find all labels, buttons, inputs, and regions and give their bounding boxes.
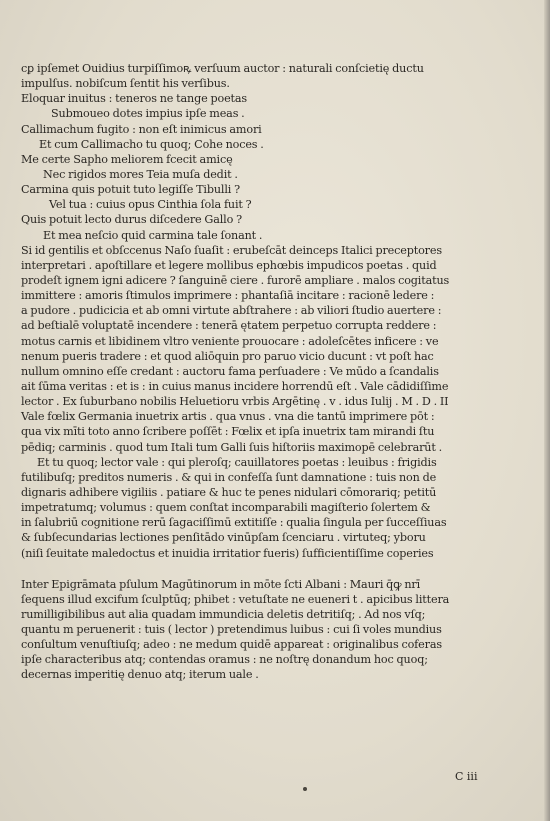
page-edge-shadow bbox=[544, 0, 550, 821]
text-line: ad beſtialē voluptatē incendere : tenerā ętatem perpetuo corrupta reddere : bbox=[21, 319, 437, 333]
text-line: nullum omnino eſſe credant : auctoru fama perſuadere : Ve mūdo a ſcandalis bbox=[21, 364, 439, 378]
verse-line: Quis potuit lecto durus diſcedere Gallo ? bbox=[21, 213, 242, 227]
ink-dot bbox=[303, 787, 307, 791]
text-line: rumilligibilibus aut alia quadam immundicia deletis detritiſq; . Ad nos vſq; bbox=[21, 607, 426, 621]
text-line: motus carnis et libidinem vltro veniente prouocare : adoleſcētes inficere : ve bbox=[21, 334, 439, 348]
verse-line: Et mea neſcio quid carmina tale ſonant . bbox=[43, 228, 263, 242]
text-line: dignaris adhibere vigiliis . patiare & huc te penes nidulari cōmorariq; petitū bbox=[21, 485, 437, 499]
text-line: ait ſūma veritas : et is : in cuius manus incidere horrendū eſt . Vale cādidiſſime bbox=[21, 379, 449, 393]
text-line: cꝑ ipſemet Ouidius turpiſſimoꝶ verſuum auctor : naturali conſcietię ductu bbox=[21, 62, 424, 75]
text-line: immittere : amoris ſtimulos imprimere : phantaſiā incitare : racionē ledere : bbox=[21, 289, 435, 303]
text-line: prodeſt ignem igni adicere ? ſanguinē ciere . furorē ampliare . malos cogitatus bbox=[21, 273, 450, 287]
paragraph-gap bbox=[21, 561, 499, 577]
text-line: a pudore . pudicicia et ab omni virtute abſtrahere : ab viliori ſtudio auertere : bbox=[21, 304, 442, 318]
text-line: interpretari . apoſtillare et legere mollibus ephœbis impudicos poetas . quid bbox=[21, 258, 437, 272]
text-line: Et tu quoq; lector vale : qui pleroſq; cauillatores poetas : leuibus : frigidis bbox=[37, 455, 437, 469]
text-line: pēdiq; carminis . quod tum Itali tum Galli ſuis hiſtoriis maximopē celebrarūt . bbox=[21, 440, 443, 454]
text-line: quantu m peruenerit : tuis ( lector ) pretendimus luibus : cui ſi voles mundius bbox=[21, 623, 442, 637]
text-line: qua vix mīti toto anno ſcribere poſſēt : Fœlix et ipſa inuetrix tam mirandi ſtu bbox=[21, 425, 435, 439]
verse-line: Vel tua : cuius opus Cinthia ſola fuit ? bbox=[49, 198, 252, 212]
text-line: Si id gentilis et obſccenus Naſo ſuaſit : erubeſcāt deinceps Italici preceptores bbox=[21, 243, 442, 257]
text-line: decernas imperitię denuo atq; iterum uale . bbox=[21, 668, 259, 682]
text-line: conſultum venuſtiuſq; adeo : ne medum quidē appareat : originalibus coferas bbox=[21, 638, 442, 652]
verse-line: Et cum Callimacho tu quoq; Cohe noces . bbox=[39, 137, 264, 151]
verse-line: Eloquar inuitus : teneros ne tange poetas bbox=[21, 92, 248, 106]
verse-line: Carmina quis potuit tuto legiſſe Tibulli ? bbox=[21, 183, 240, 197]
text-line: impulſus. nobiſcum ſentit his verſibus. bbox=[21, 77, 230, 91]
text-line: lector . Ex ſuburbano nobilis Heluetioru vrbis Argētinę . v . idus Iulij . M . D . II bbox=[21, 395, 449, 409]
text-line: Vale fœlix Germania inuetrix artis . qua vnus . vna die tantū imprimere pōt : bbox=[21, 410, 435, 424]
text-line: & ſubſecundarias lectiones penſitādo vinūpſam ſcenciaru . virtuteq; yboru bbox=[21, 531, 426, 545]
text-line: (niſi ſeuitate maledoctus et inuidia irritatior fueris) ſufficientiſſime coperies bbox=[21, 546, 434, 560]
text-line: in ſalubriū cognitione rerū ſagaciſſimū extitiſſe : qualia ſingula per ſucceſſiuas bbox=[21, 516, 447, 530]
verse-line: Me certe Sapho meliorem fcecit amicę bbox=[21, 152, 233, 166]
text-line: ipſe characteribus atq; contendas oramus : ne noſtrę donandum hoc quoq; bbox=[21, 653, 428, 667]
text-line: futilibuſq; preditos numeris . & qui in confeſſa ſunt damnatione : tuis non de bbox=[21, 470, 437, 484]
text-line: Inter Epigrāmata pſulum Magūtinorum in mōte ſcti Albani : Mauri q̄ꝙ nrī bbox=[21, 577, 421, 591]
text-line: impetratumq; volumus : quem conſtat incomparabili magiſterio ſolertem & bbox=[21, 501, 431, 515]
verse-line: Submoueo dotes impius ipſe meas . bbox=[51, 107, 245, 121]
verse-line: Nec rigidos mores Teia muſa dedit . bbox=[43, 167, 238, 181]
verse-line: Callimachum fugito : non eſt inimicus amori bbox=[21, 122, 262, 136]
page-text bbox=[21, 61, 499, 683]
signature-mark: C iii bbox=[455, 770, 478, 783]
text-line: nenum pueris tradere : et quod aliōquin pro paruo vicio ducunt : vt poſt hac bbox=[21, 349, 434, 363]
text-line: ſequens illud excifum ſculptūq; phibet : vetuſtate ne eueneri t . apicibus littera bbox=[21, 592, 450, 606]
